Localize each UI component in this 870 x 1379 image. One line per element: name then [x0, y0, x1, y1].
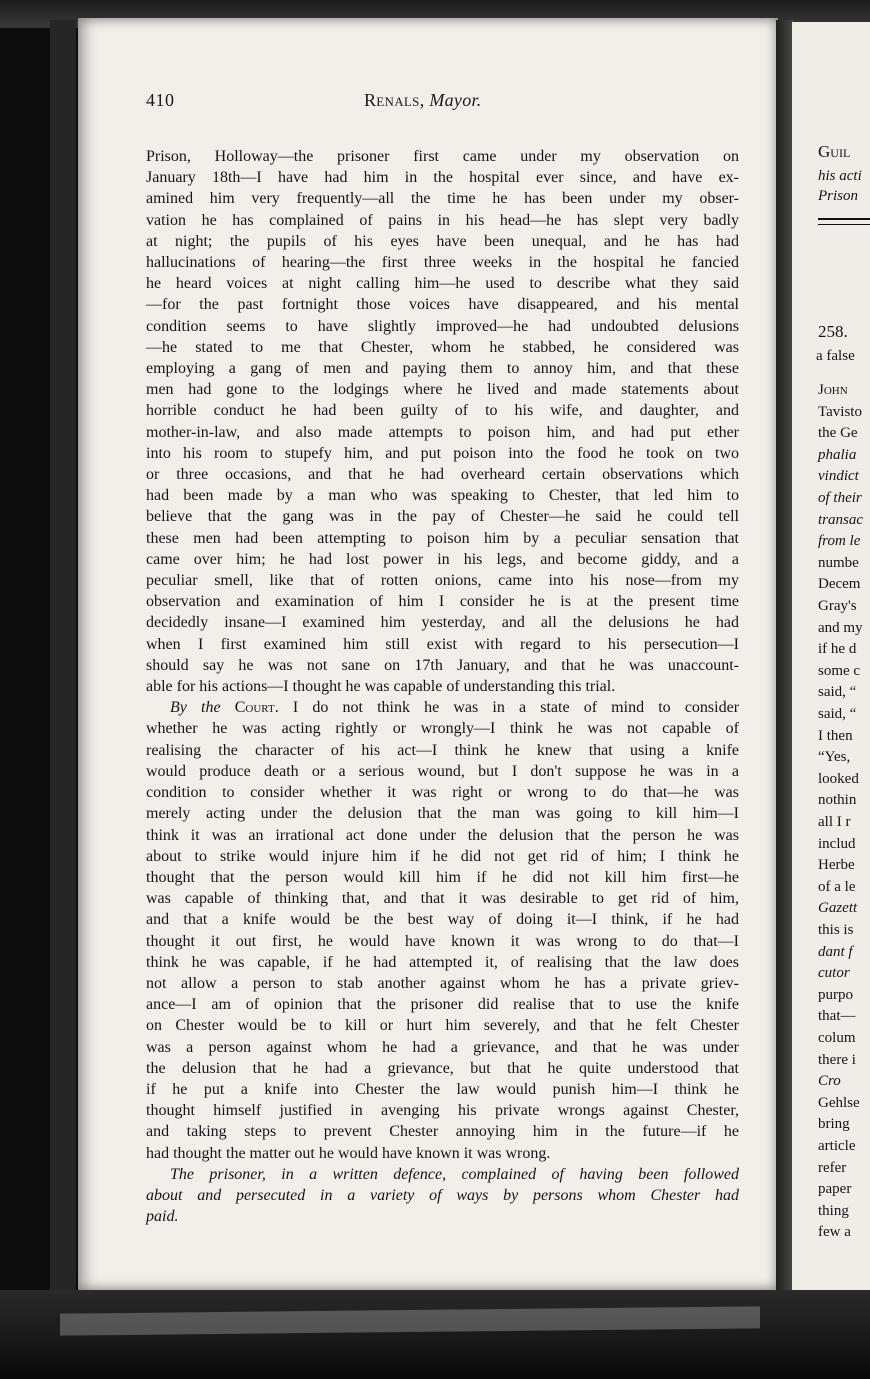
facing-page-fragment-line: all I r	[818, 814, 851, 830]
facing-page-fragment-line: and my	[818, 619, 863, 636]
text-line: mother-in-law, and also made attempts to poison him, and had put ether	[146, 423, 739, 441]
facing-page-fragment-line: bring	[818, 1116, 850, 1133]
facing-page-fragment-line: numbe	[818, 554, 859, 571]
text-line: about to strike would injure him if he did not get rid of him; I think he	[146, 847, 739, 865]
facing-page-fragment-line: Decem	[818, 576, 861, 593]
facing-page-fragment-line: transac	[818, 511, 863, 528]
facing-page-rule	[818, 218, 870, 220]
text-line: horrible conduct he had been guilty of to his wife, and daughter, and	[146, 402, 739, 420]
facing-page-head-line-1: his acti	[818, 168, 862, 184]
court-first-line-text: I do not think he was in a state of mind to consider	[292, 699, 740, 717]
facing-page-fragment-line: said, “	[818, 684, 857, 701]
text-line: and that a knife would be the best way of doing it—I think, if he had	[146, 911, 739, 929]
testimony-paragraph	[146, 146, 739, 697]
facing-page-fragment-line: from le	[818, 533, 861, 550]
text-line: employing a gang of men and paying them to annoy him, and that these	[146, 360, 739, 378]
facing-page-fragment-line: paper	[818, 1181, 852, 1198]
text-line: ance—I am of opinion that the prisoner did realise that to use the knife	[146, 996, 739, 1014]
text-line: —for the past fortnight those voices have disappeared, and his mental	[146, 296, 739, 314]
facing-page-head-line-2: Prison	[818, 188, 859, 204]
facing-page-section-number: 258.	[818, 322, 848, 341]
text-line: he heard voices at night calling him—he used to describe what they said	[146, 275, 739, 293]
text-line: think it was an irrational act done under the delusion that the person he was	[146, 826, 739, 844]
facing-page-fragment-line: that—	[818, 1008, 856, 1025]
facing-page-fragment-line: colum	[818, 1030, 856, 1046]
text-line: observation and examination of him I consider he is at the present time	[146, 593, 739, 611]
running-head-title: Mayor.	[429, 90, 482, 110]
facing-page-fragment-line: Tavisto	[818, 403, 862, 420]
text-line: and taking steps to prevent Chester annoying him in the future—if he	[146, 1123, 739, 1141]
text-line: thought it out first, he would have known it was wrong to do that—I	[146, 932, 739, 950]
facing-page-fragment-line: vindict	[818, 468, 859, 485]
court-paragraph-first-line	[146, 697, 739, 718]
facing-page-fragment-line: Herbe	[818, 857, 855, 874]
text-line: into his room to stupefy him, and put poison into the food he took on two	[146, 444, 739, 462]
facing-page-rule-thin	[818, 224, 870, 225]
text-line: amined him very frequently—all the time he has been under my obser-	[146, 190, 739, 208]
text-line: The prisoner, in a written defence, complained of having been followed	[170, 1165, 739, 1183]
text-line: these men had been attempting to poison him by a peculiar sensation that	[146, 529, 739, 547]
facing-page-fragment-line: Gray's	[818, 598, 857, 614]
facing-page-fragment-line: there i	[818, 1051, 856, 1068]
page-header	[146, 90, 596, 114]
facing-page-fragment	[792, 22, 870, 1290]
text-line: paid.	[146, 1208, 179, 1226]
text-line: January 18th—I have had him in the hospital ever since, and have ex-	[146, 169, 739, 187]
text-line: had been made by a man who was speaking to Chester, that led him to	[146, 487, 739, 505]
text-line: —he stated to me that Chester, whom he stabbed, he considered was	[146, 338, 739, 356]
text-line: about and persecuted in a variety of ways by persons whom Chester had	[146, 1186, 739, 1204]
text-line: not allow a person to stab another against whom he has a private griev-	[146, 974, 739, 992]
text-line: at night; the pupils of his eyes have been unequal, and he has had	[146, 232, 739, 250]
facing-page-fragment-line: of a le	[818, 878, 856, 895]
text-line: came over him; he had lost power in his legs, and become giddy, and a	[146, 550, 739, 568]
text-line: would produce death or a serious wound, but I don't suppose he was in a	[146, 762, 739, 780]
text-line: thought that the person would kill him if he did not kill him first—he	[146, 868, 739, 886]
book-page-410	[78, 18, 778, 1290]
text-line: believe that the gang was in the pay of Chester—he said he could tell	[146, 508, 739, 526]
text-line: Prison, Holloway—the prisoner first came under my observation on	[146, 148, 739, 165]
text-line: merely acting under the delusion that the man was going to kill him—I	[146, 805, 739, 823]
book-bottom-edge	[0, 1290, 870, 1379]
facing-page-fragment-line: if he d	[818, 641, 857, 658]
running-head-name: Renals,	[364, 90, 425, 110]
facing-page-fragment-line: I then	[818, 727, 853, 744]
text-line: was a person against whom he had a grievance, and that he was under	[146, 1038, 739, 1056]
text-line: peculiar smell, like that of rotten onions, came into his nose—from my	[146, 572, 739, 590]
court-label-italic: By the	[170, 699, 221, 717]
facing-page-fragment-line: purpo	[818, 986, 853, 1003]
text-line: men had gone to the lodgings where he lived and made statements about	[146, 381, 739, 399]
facing-page-fragment-line: refer	[818, 1159, 847, 1176]
text-line: was capable of thinking that, and that it was desirable to get rid of him,	[146, 890, 739, 908]
facing-page-fragment-line: thing	[818, 1202, 849, 1219]
text-line: able for his actions—I thought he was capable of understanding this trial.	[146, 678, 616, 696]
text-line: whether he was acting rightly or wrongly—I think he was not capable of	[146, 720, 739, 738]
facing-page-fragment-line: looked	[818, 770, 859, 787]
facing-page-head: Guil	[818, 142, 851, 161]
facing-page-fragment-line: “Yes,	[818, 749, 851, 766]
text-line: if he put a knife into Chester the law would punish him—I think he	[146, 1080, 739, 1098]
facing-page-fragment-line: some c	[818, 662, 861, 679]
facing-page-fragment-line: few a	[818, 1224, 851, 1241]
facing-page-fragment-line: this is	[818, 922, 854, 938]
text-line: think he was capable, if he had attempted it, of realising that the law does	[146, 953, 739, 971]
court-label: Court.	[234, 699, 279, 717]
testimony-text	[146, 146, 739, 1227]
facing-page-fragment-line: Gazett	[818, 900, 858, 917]
text-line: when I first examined him still exist with regard to his persecution—I	[146, 635, 739, 653]
facing-page-false-line: a false	[816, 348, 855, 364]
page-number: 410	[146, 90, 175, 110]
facing-page-fragment-line: of their	[818, 490, 862, 506]
text-line: hallucinations of hearing—the first three weeks in the hospital he fancied	[146, 254, 739, 272]
defence-paragraph	[146, 1164, 739, 1228]
facing-page-fragment-line: Cro	[818, 1073, 841, 1090]
court-paragraph	[146, 718, 739, 1163]
text-line: the delusion that he had a grievance, but that he quite understood that	[146, 1059, 739, 1077]
facing-page-fragment-line: nothin	[818, 792, 857, 809]
facing-page-fragment-line: dant f	[818, 943, 853, 960]
text-line: realising the character of his act—I think he knew that using a knife	[146, 741, 739, 759]
facing-page-fragment-line: Gehlse	[818, 1094, 860, 1111]
facing-page-fragment-line: John	[818, 382, 848, 398]
running-head	[364, 90, 482, 111]
facing-page-fragment-line: said, “	[818, 706, 857, 722]
text-line: had thought the matter out he would have known it was wrong.	[146, 1144, 551, 1162]
text-line: thought himself justified in avenging his private wrongs against Chester,	[146, 1102, 739, 1120]
facing-page-fragment-line: article	[818, 1138, 856, 1154]
book-spine-shadow	[50, 20, 76, 1310]
text-line: decidedly insane—I examined him yesterday, and all the delusions he had	[146, 614, 739, 632]
text-line: should say he was not sane on 17th January, and that he was unaccount-	[146, 656, 739, 674]
text-line: or three occasions, and that he had overheard certain observations which	[146, 466, 739, 484]
text-line: on Chester would be to kill or hurt him severely, and that he felt Chester	[146, 1017, 739, 1035]
facing-page-fragment-line: phalia	[818, 446, 857, 463]
facing-page-fragment-line: the Ge	[818, 425, 858, 442]
text-line: vation he has complained of pains in his head—he has slept very badly	[146, 211, 739, 229]
facing-page-fragment-line: includ	[818, 835, 856, 852]
text-line: condition seems to have slightly improved—he had undoubted delusions	[146, 317, 739, 335]
facing-page-fragment-line: cutor	[818, 965, 850, 982]
text-line: condition to consider whether it was right or wrong to do that—he was	[146, 784, 739, 802]
